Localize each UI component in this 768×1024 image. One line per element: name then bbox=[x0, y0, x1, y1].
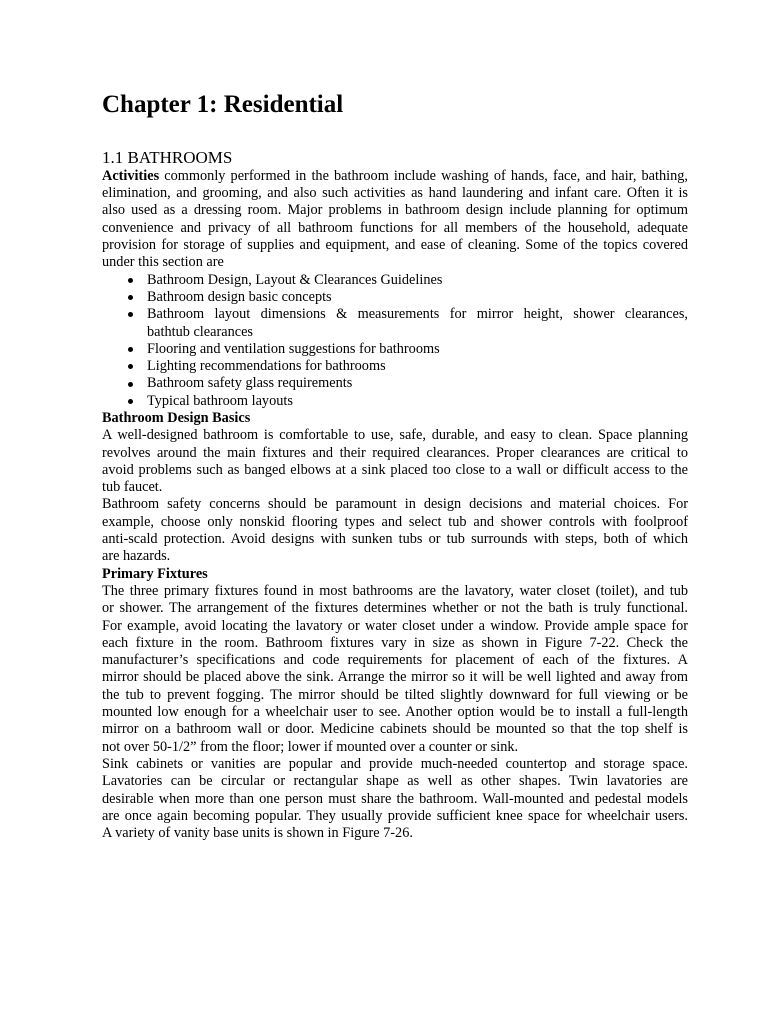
paragraph-line: are hazards. bbox=[102, 548, 171, 565]
intro-line: under this section are bbox=[102, 254, 224, 271]
paragraph-line: desirable when more than one person must share the bathroom. Wall-mounted and pedestal models bbox=[102, 790, 688, 807]
paragraph-line: For example, avoid locating the lavatory or water closet under a window. Provide ample space for bbox=[102, 617, 688, 634]
paragraph-line: A variety of vanity base units is shown in Figure 7-26. bbox=[102, 825, 413, 842]
subsection-heading-primary-fixtures: Primary Fixtures bbox=[102, 565, 208, 582]
topic-list-item bbox=[102, 358, 688, 375]
primary-fixtures-paragraph bbox=[102, 756, 688, 842]
topic-text: Typical bathroom layouts bbox=[147, 392, 293, 409]
paragraph-line: avoid problems such as banged elbows at a sink placed too close to a wall or difficult access to the bbox=[102, 461, 688, 478]
bullet-marker bbox=[128, 295, 133, 300]
intro-line: provision for storage of supplies and equipment, and ease of cleaning. Some of the topics covered bbox=[102, 237, 688, 254]
paragraph-line: anti-scald protection. Avoid designs with sunken tubs or tub surrounds with steps, both of which bbox=[102, 531, 688, 548]
topic-list-item bbox=[102, 393, 688, 410]
intro-line-text: commonly performed in the bathroom include washing of hands, face, and hair, bathing, bbox=[164, 167, 688, 184]
topics-list bbox=[102, 272, 688, 410]
bullet-marker bbox=[128, 399, 133, 404]
intro-paragraph bbox=[102, 168, 688, 272]
bullet-marker bbox=[128, 278, 133, 283]
paragraph-line: mirror should be placed above the sink. Arrange the mirror so it will be well lighted and away from bbox=[102, 669, 688, 686]
intro-line bbox=[102, 168, 688, 185]
intro-line: also used as a dressing room. Major problems in bathroom design include planning for optimum bbox=[102, 202, 688, 219]
topic-list-item bbox=[102, 375, 688, 392]
paragraph-line: A well-designed bathroom is comfortable to use, safe, durable, and easy to clean. Space planning bbox=[102, 427, 688, 444]
paragraph-line: example, choose only nonskid flooring types and select tub and shower controls with foolproof bbox=[102, 513, 688, 530]
paragraph-line: tub faucet. bbox=[102, 479, 163, 496]
paragraph-line: mirror on a bathroom wall or door. Medicine cabinets should be mounted so that the top shelf is bbox=[102, 721, 688, 738]
bullet-marker bbox=[128, 312, 133, 317]
bullet-marker bbox=[128, 364, 133, 369]
intro-lead-word: Activities bbox=[102, 167, 160, 184]
topic-text: Flooring and ventilation suggestions for bathrooms bbox=[147, 340, 440, 357]
paragraph-line: or shower. The arrangement of the fixtures determines whether or not the bath is truly functional. bbox=[102, 600, 688, 617]
paragraph-line: Sink cabinets or vanities are popular and provide much-needed countertop and storage space. bbox=[102, 755, 688, 772]
topic-text: Bathroom layout dimensions & measurements for mirror height, shower clearances, bbox=[147, 306, 688, 323]
topic-text: Bathroom safety glass requirements bbox=[147, 375, 353, 392]
topic-list-item bbox=[102, 306, 688, 341]
paragraph-line: Lavatories can be circular or rectangular shape as well as other shapes. Twin lavatories are bbox=[102, 773, 688, 790]
paragraph-line: not over 50-1/2” from the floor; lower if mounted over a counter or sink. bbox=[102, 738, 519, 755]
paragraph-line: are once again becoming popular. They usually provide sufficient knee space for wheelchair users. bbox=[102, 807, 688, 824]
bullet-marker bbox=[128, 347, 133, 352]
bullet-marker bbox=[128, 382, 133, 387]
topic-text: Bathroom Design, Layout & Clearances Guidelines bbox=[147, 271, 443, 288]
paragraph-line: each fixture in the room. Bathroom fixtures vary in size as shown in Figure 7-22. Check the bbox=[102, 634, 688, 651]
topic-text: bathtub clearances bbox=[147, 323, 253, 340]
topic-text: Bathroom design basic concepts bbox=[147, 288, 332, 305]
paragraph-line: Bathroom safety concerns should be paramount in design decisions and material choices. For bbox=[102, 496, 688, 513]
topic-list-item bbox=[102, 272, 688, 289]
chapter-title: Chapter 1: Residential bbox=[102, 91, 344, 118]
topic-list-item bbox=[102, 341, 688, 358]
design-basics-paragraph bbox=[102, 427, 688, 496]
paragraph-line: the tub to prevent fogging. The mirror should be tilted slightly downward for full viewing or be bbox=[102, 686, 688, 703]
intro-line: elimination, and grooming, and also such activities as hand laundering and infant care. Often it is bbox=[102, 185, 688, 202]
intro-line: convenience and privacy of all bathroom functions for all members of the household, adequate bbox=[102, 219, 688, 236]
primary-fixtures-paragraph bbox=[102, 583, 688, 756]
document-body bbox=[102, 168, 688, 843]
paragraph-line: mounted low enough for a wheelchair user to see. Another option would be to install a full-length bbox=[102, 704, 688, 721]
section-heading: 1.1 BATHROOMS bbox=[102, 148, 233, 167]
subsection-heading-design-basics: Bathroom Design Basics bbox=[102, 410, 251, 426]
paragraph-line: manufacturer’s specifications and code requirements for placement of each of the fixtures. A bbox=[102, 652, 688, 669]
paragraph-line: revolves around the main fixtures and their required clearances. Proper clearances are critical to bbox=[102, 444, 688, 461]
topic-list-item bbox=[102, 289, 688, 306]
design-basics-paragraph bbox=[102, 496, 688, 565]
topic-text: Lighting recommendations for bathrooms bbox=[147, 358, 386, 375]
paragraph-line: The three primary fixtures found in most bathrooms are the lavatory, water closet (toilet), and tub bbox=[102, 582, 688, 599]
